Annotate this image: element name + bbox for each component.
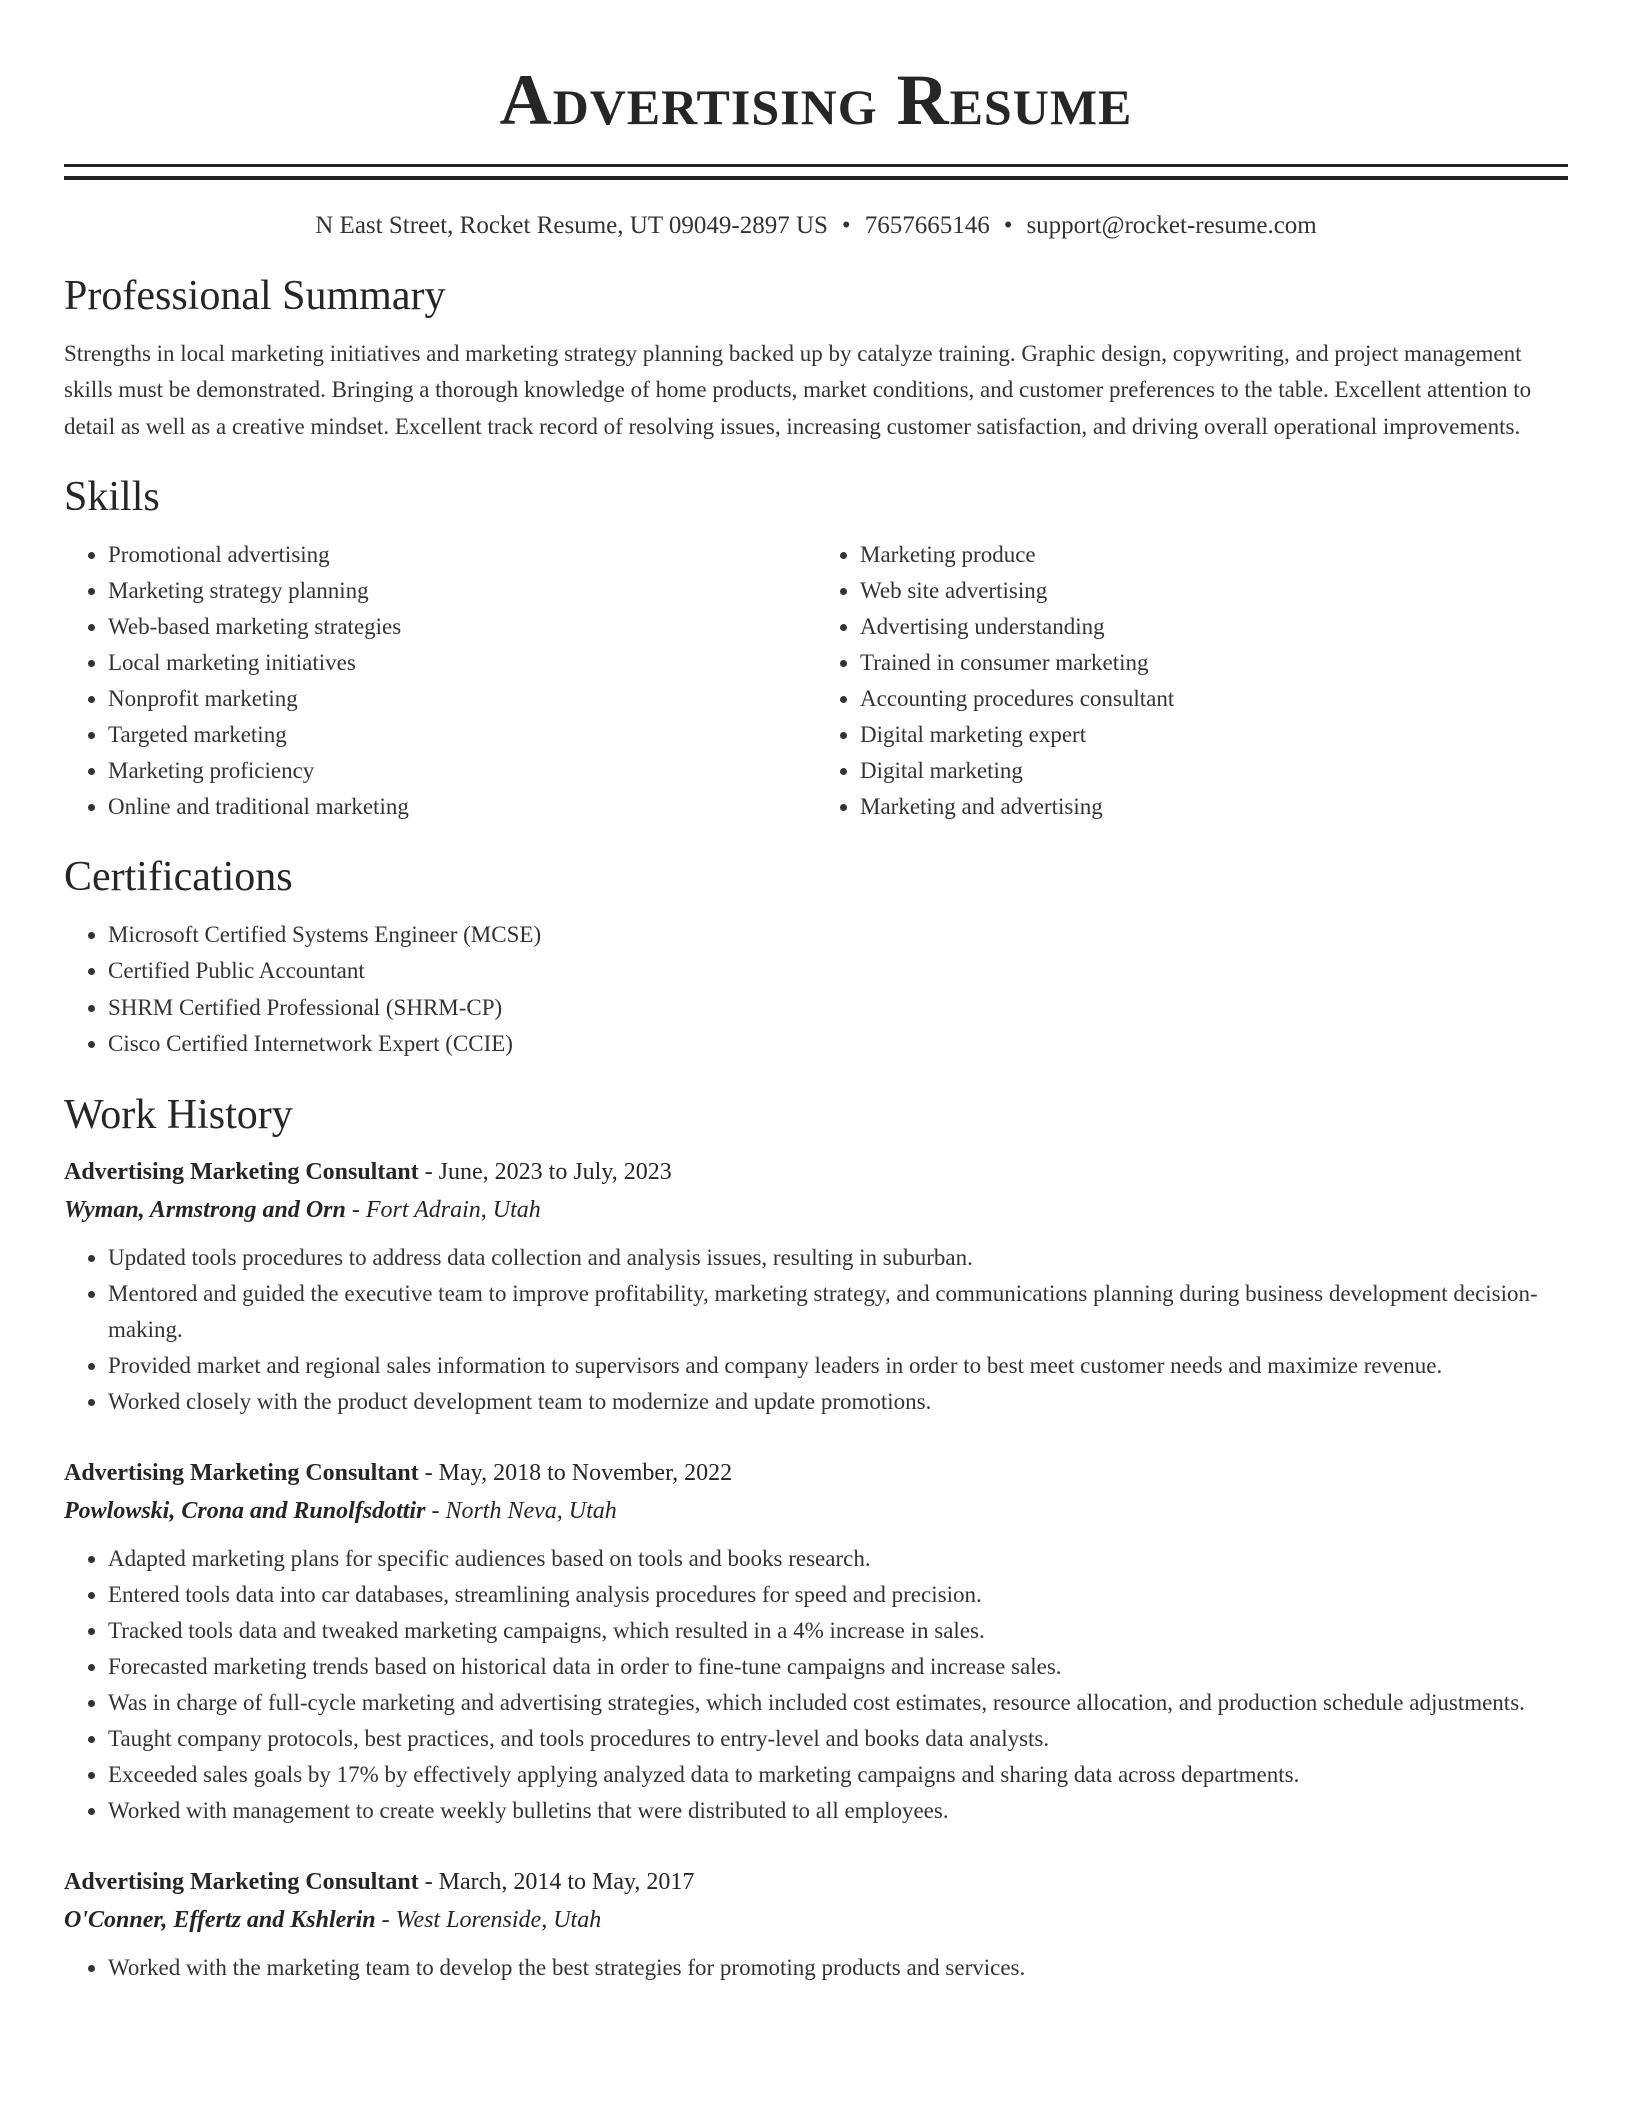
job-dates: - May, 2018 to November, 2022 (418, 1459, 733, 1486)
job-location: - North Neva, Utah (425, 1497, 617, 1524)
job-bullet: • Updated tools procedures to address data collection and analysis issues, resulting in suburban. (108, 1240, 1568, 1276)
job-company: Wyman, Armstrong and Orn (64, 1196, 346, 1223)
summary-text: Strengths in local marketing initiatives and marketing strategy planning backed up by catalyze training. Graphic design, copywriting, and project management skills must be demonstrated. Bringing a thorough knowledge of home products, market conditions, and customer preferences to the table. Excellent attention to detail as well as a creative mindset. Excellent track record of resolving issues, increasing customer satisfaction, and driving overall operational improvements. (64, 341, 1532, 439)
contact-separator: • (841, 212, 851, 239)
job-location: - Fort Adrain, Utah (345, 1196, 541, 1223)
contact-line (64, 210, 1568, 242)
job-bullet: • Forecasted marketing trends based on historical data in order to fine-tune campaigns and increase sales. (108, 1649, 1568, 1685)
certification-item: • SHRM Certified Professional (SHRM-CP) (108, 990, 1568, 1027)
contact-email: support@rocket-resume.com (1026, 212, 1317, 239)
work-history-list (64, 1153, 1568, 1986)
job-bullet: • Worked with the marketing team to develop the best strategies for promoting products and services. (108, 1950, 1568, 1986)
certification-item: • Cisco Certified Internetwork Expert (CCIE) (108, 1026, 1568, 1063)
job-bullet: • Mentored and guided the executive team to improve profitability, marketing strategy, and communications planning during business development decision-making. (108, 1276, 1568, 1348)
skill-item: • Digital marketing (860, 753, 1568, 789)
job-bullet: • Adapted marketing plans for specific audiences based on tools and books research. (108, 1541, 1568, 1577)
certification-item: • Certified Public Accountant (108, 953, 1568, 990)
contact-separator: • (1003, 212, 1013, 239)
certification-item: • Microsoft Certified Systems Engineer (MCSE) (108, 917, 1568, 954)
skills-list-right (816, 537, 1568, 825)
job-bullet: • Taught company protocols, best practices, and tools procedures to entry-level and books data analysts. (108, 1721, 1568, 1757)
skill-item: • Web-based marketing strategies (108, 609, 816, 645)
skill-item: • Online and traditional marketing (108, 789, 816, 825)
job-company-line (64, 1492, 1568, 1531)
job-bullet: • Provided market and regional sales information to supervisors and company leaders in order to best meet customer needs and maximize revenue. (108, 1348, 1568, 1384)
job-dates: - June, 2023 to July, 2023 (418, 1158, 672, 1185)
job-company-line (64, 1191, 1568, 1230)
skill-item: • Digital marketing expert (860, 717, 1568, 753)
skill-item: • Marketing produce (860, 537, 1568, 573)
skill-item: • Marketing proficiency (108, 753, 816, 789)
skill-item: • Targeted marketing (108, 717, 816, 753)
job-bullets (64, 1541, 1568, 1829)
certifications-heading: Certifications (64, 853, 293, 900)
job-bullets (64, 1240, 1568, 1420)
job-entry (64, 1454, 1568, 1829)
skill-item: • Trained in consumer marketing (860, 645, 1568, 681)
job-bullet: • Tracked tools data and tweaked marketing campaigns, which resulted in a 4% increase in sales. (108, 1613, 1568, 1649)
contact-address: N East Street, Rocket Resume, UT 09049-2897 US (315, 212, 828, 239)
job-bullet: • Was in charge of full-cycle marketing and advertising strategies, which included cost estimates, resource allocation, and production schedule adjustments. (108, 1685, 1568, 1721)
work-history-heading: Work History (64, 1091, 293, 1138)
job-location: - West Lorenside, Utah (375, 1906, 602, 1933)
skill-item: • Marketing and advertising (860, 789, 1568, 825)
job-entry (64, 1153, 1568, 1420)
job-company-line (64, 1901, 1568, 1940)
job-bullet: • Worked closely with the product development team to modernize and update promotions. (108, 1384, 1568, 1420)
skill-item: • Web site advertising (860, 573, 1568, 609)
contact-phone: 7657665146 (864, 212, 990, 239)
skill-item: • Advertising understanding (860, 609, 1568, 645)
job-role: Advertising Marketing Consultant (64, 1158, 419, 1185)
job-bullet: • Worked with management to create weekly bulletins that were distributed to all employees. (108, 1793, 1568, 1829)
job-role: Advertising Marketing Consultant (64, 1459, 419, 1486)
job-bullet: • Entered tools data into car databases, streamlining analysis procedures for speed and precision. (108, 1577, 1568, 1613)
job-bullet: • Exceeded sales goals by 17% by effectively applying analyzed data to marketing campaigns and sharing data across departments. (108, 1757, 1568, 1793)
job-title-line (64, 1153, 1568, 1191)
title-divider (64, 164, 1568, 180)
resume-title: Advertising Resume (499, 60, 1133, 140)
skills-list-left (64, 537, 816, 825)
summary-heading: Professional Summary (64, 273, 446, 319)
job-title-line (64, 1863, 1568, 1901)
job-company: O'Conner, Effertz and Kshlerin (64, 1906, 376, 1933)
job-company: Powlowski, Crona and Runolfsdottir (64, 1497, 426, 1524)
skill-item: • Local marketing initiatives (108, 645, 816, 681)
skills-heading: Skills (64, 473, 160, 520)
job-bullets (64, 1950, 1568, 1986)
skill-item: • Nonprofit marketing (108, 681, 816, 717)
skill-item: • Accounting procedures consultant (860, 681, 1568, 717)
certifications-list (64, 917, 1568, 1063)
job-title-line (64, 1454, 1568, 1492)
job-dates: - March, 2014 to May, 2017 (418, 1868, 695, 1895)
job-role: Advertising Marketing Consultant (64, 1868, 419, 1895)
skill-item: • Marketing strategy planning (108, 573, 816, 609)
skills-columns (64, 537, 1568, 825)
resume-page (64, 0, 1568, 1986)
skill-item: • Promotional advertising (108, 537, 816, 573)
job-entry (64, 1863, 1568, 1986)
